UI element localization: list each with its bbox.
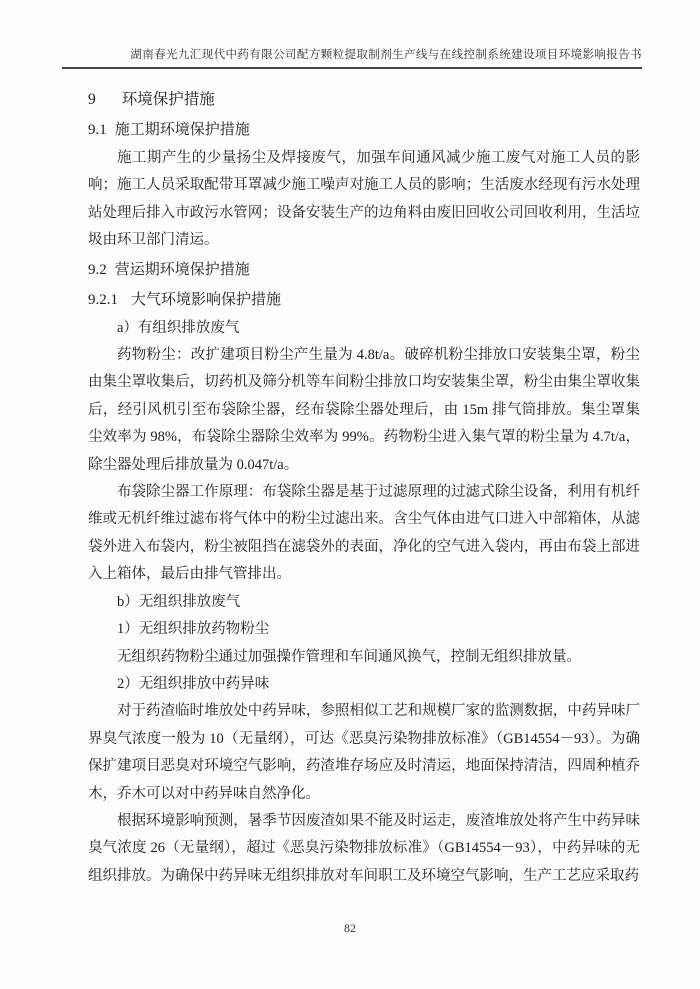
subsection-9-2-1-heading bbox=[88, 285, 640, 315]
paragraph-fugitive-dust-control: 无组织药物粉尘通过加强操作管理和车间通风换气，控制无组织排放量。 bbox=[117, 648, 581, 665]
page-footer bbox=[0, 921, 700, 936]
section-9-1-number: 9.1 bbox=[88, 122, 107, 138]
paragraph-bag-filter-principle: 布袋除尘器工作原理：布袋除尘器是基于过滤原理的过滤式除尘设备，利用有机纤维或无机纤维过滤布将气体中的粉尘过滤出来。含尘气体由进气口进入中部箱体，从滤袋外进入布袋内，粉尘被阻挡在滤袋外的表面，净化的空气进入袋内，再由布袋上部进入上箱体，最后由排气管排出。 bbox=[88, 484, 640, 583]
section-9-2-heading bbox=[88, 255, 640, 285]
subsection-9-2-1-number: 9.2.1 bbox=[88, 291, 118, 308]
list-item-b-fugitive-emission: b）无组织排放废气 bbox=[117, 593, 241, 610]
chapter-heading bbox=[88, 84, 640, 115]
section-9-2-number: 9.2 bbox=[88, 261, 107, 278]
page-number: 82 bbox=[344, 921, 356, 935]
chapter-title: 环境保护措施 bbox=[121, 91, 215, 108]
subsection-9-2-1-title: 大气环境影响保护措施 bbox=[131, 291, 282, 308]
paragraph-drug-dust: 药物粉尘：改扩建项目粉尘产生量为 4.8t/a。破碎机粉尘排放口安装集尘罩，粉尘由集尘罩收集后，切药机及筛分机等车间粉尘排放口均安装集尘罩，粉尘由集尘罩收集后，经引风机引至布袋除尘器，经布袋除尘器处理后，由 15m 排气筒排放。集尘罩集尘效率为 98%，布袋除尘器除尘效率为 99%。药物粉尘进入集气罩的粉尘量为 4.7t/a，除尘器处理后排放量为 0.047t/a。 bbox=[88, 347, 640, 473]
list-item-1-fugitive-dust: 1）无组织排放药物粉尘 bbox=[117, 621, 270, 638]
paragraph-odor-monitoring: 对于药渣临时堆放处中药异味，参照相似工艺和规模厂家的监测数据，中药异味厂界臭气浓度一般为 10（无量纲），可达《恶臭污染物排放标准》（GB14554－93）。为确保扩建项目恶臭对环境空气影响，药渣堆存场应及时清运，地面保持清洁，四周种植乔木，乔木可以对中药异味自然净化。 bbox=[88, 703, 640, 802]
paragraph-construction-measures: 施工期产生的少量扬尘及焊接废气，加强车间通风减少施工废气对施工人员的影响；施工人员采取配带耳罩减少施工噪声对施工人员的影响；生活废水经现有污水处理站处理后排入市政污水管网；设备安装生产的边角料由废旧回收公司回收利用，生活垃圾由环卫部门清运。 bbox=[88, 150, 640, 249]
chapter-number: 9 bbox=[88, 91, 96, 108]
paragraph-odor-prediction: 根据环境影响预测，暑季节因废渣如果不能及时运走，废渣堆放处将产生中药异味臭气浓度 26（无量纲），超过《恶臭污染物排放标准》（GB14554－93），中药异味的无组织排放。为确保中药异味无组织排放对车间职工及环境空气影响，生产工艺应采取药 bbox=[88, 812, 640, 884]
header-rule bbox=[62, 67, 642, 69]
page-header bbox=[62, 0, 642, 69]
running-header-title: 湖南春光九汇现代中药有限公司配方颗粒提取制剂生产线与在线控制系统建设项目环境影响报告书 bbox=[130, 49, 642, 61]
section-9-1-heading bbox=[88, 115, 640, 145]
section-9-1-title: 施工期环境保护措施 bbox=[114, 122, 250, 138]
list-item-a-organized-emission: a）有组织排放废气 bbox=[117, 319, 240, 336]
list-item-2-tcm-odor: 2）无组织排放中药异味 bbox=[117, 675, 270, 692]
section-9-2-title: 营运期环境保护措施 bbox=[114, 261, 250, 278]
document-body bbox=[88, 84, 640, 890]
